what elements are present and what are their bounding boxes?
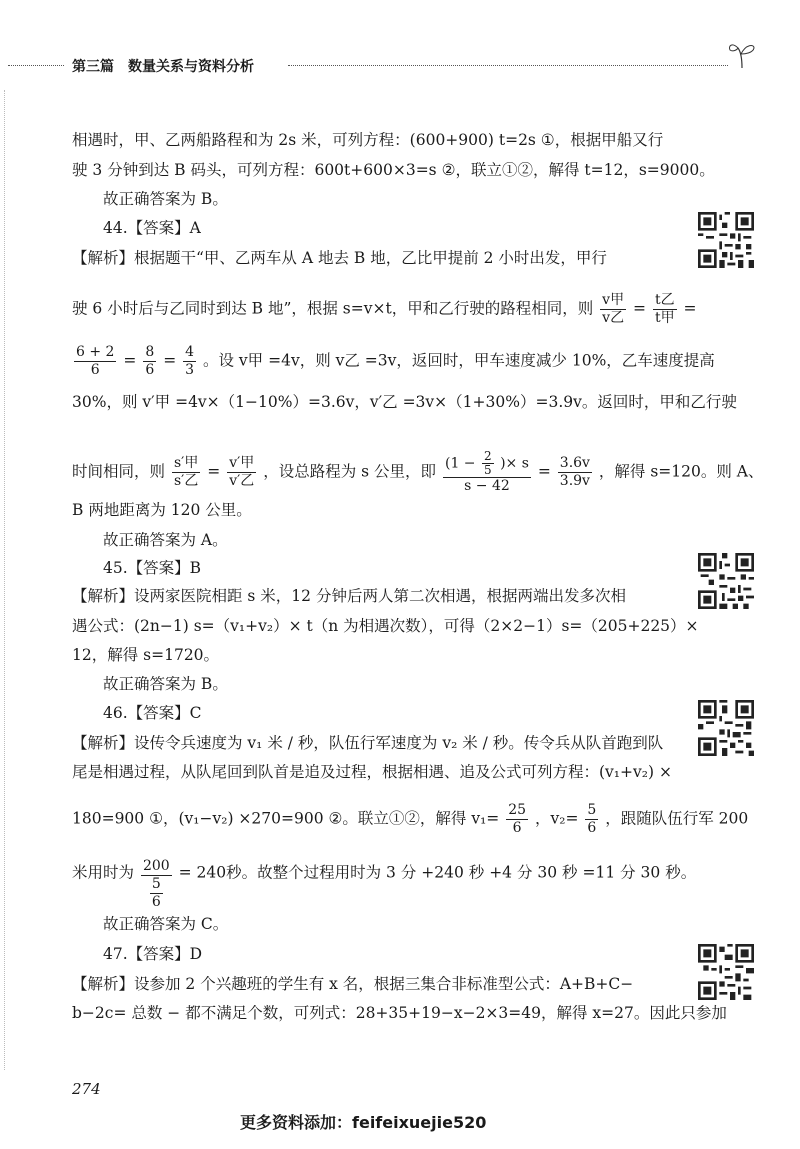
fraction-numerator: 4 — [185, 344, 195, 360]
fraction-denominator: 3.9v — [559, 473, 590, 489]
approx-sign: = — [163, 351, 177, 370]
fraction — [653, 292, 677, 327]
formula-line — [72, 858, 696, 911]
fraction-denominator: 6 — [587, 820, 597, 836]
text-span: = 240秒。故整个过程用时为 3 分 +240 秒 +4 分 30 秒 =11 分 30 秒。 — [178, 863, 697, 882]
footer-note: 更多资料添加：feifeixuejie520 — [240, 1113, 487, 1132]
fraction-denominator: t甲 — [654, 310, 675, 326]
fraction-numerator: 2 — [484, 449, 492, 463]
text-span: 驶 6 小时后与乙同时到达 B 地”，根据 s=v×t，甲和乙行驶的路程相同，则 — [72, 299, 594, 318]
text-line: 【解析】根据题干“甲、乙两车从 A 地去 B 地，乙比甲提前 2 小时出发，甲行 — [72, 249, 607, 267]
text-span: 180=900 ①，(v₁−v₂) ×270=900 ②。联立①②，解得 v₁= — [72, 809, 500, 828]
binding-margin — [4, 90, 7, 1070]
fraction-denominator: 5 — [484, 463, 492, 477]
text-line: 故正确答案为 C。 — [103, 915, 229, 933]
fraction-numerator: s′甲 — [173, 455, 199, 471]
text-line: 故正确答案为 B。 — [103, 675, 228, 693]
fraction — [558, 455, 592, 490]
text-line: 30%，则 v′甲 =4v×（1−10%）=3.6v，v′乙 =3v×（1+30%）=3.9v。返回时，甲和乙行驶 — [72, 393, 737, 411]
answer-heading: 45.【答案】B — [103, 559, 202, 577]
formula-line — [72, 802, 748, 837]
fraction — [183, 344, 196, 379]
fraction-denominator: 6 — [151, 894, 161, 910]
fraction-denominator: 6 — [90, 362, 100, 378]
fraction-denominator: 3 — [185, 362, 195, 378]
fraction-numerator — [443, 450, 531, 478]
text-line: 故正确答案为 A。 — [103, 531, 228, 549]
formula-line — [72, 292, 697, 327]
equals-sign: = — [683, 299, 697, 318]
compound-fraction — [443, 450, 531, 495]
fraction-denominator: 6 — [145, 362, 155, 378]
equals-sign: = — [633, 299, 647, 318]
fraction — [585, 802, 598, 837]
qr-code-icon — [698, 212, 754, 268]
text-line: 【解析】设传令兵速度为 v₁ 米 / 秒，队伍行军速度为 v₂ 米 / 秒。传令兵从队首跑到队 — [72, 734, 664, 752]
fraction — [143, 344, 156, 379]
text-line: 尾是相遇过程，从队尾回到队首是追及过程，根据相遇、追及公式可列方程：(v₁+v₂) × — [72, 763, 672, 781]
fraction-denominator: 6 — [512, 820, 522, 836]
equals-sign: = — [537, 462, 551, 481]
text-span: ，解得 s=120。则 A、 — [598, 462, 764, 481]
fraction — [74, 344, 116, 379]
fraction-denominator: s − 42 — [464, 478, 510, 494]
fraction-numerator: v′甲 — [229, 455, 255, 471]
fraction — [150, 876, 163, 911]
paren-close: )× s — [500, 455, 529, 472]
fraction-numerator: 5 — [587, 802, 597, 818]
leaf-icon — [724, 40, 760, 70]
text-line: 相遇时，甲、乙两船路程和为 2s 米，可列方程：(600+900) t=2s ①，根据甲船又行 — [72, 131, 664, 149]
fraction-numerator: t乙 — [654, 292, 675, 308]
fraction — [482, 450, 494, 477]
formula-line — [72, 344, 715, 379]
header-title: 第三篇 数量关系与资料分析 — [72, 59, 254, 75]
text-line: b−2c= 总数 − 都不满足个数，可列式：28+35+19−x−2×3=49，解得 x=27。因此只参加 — [72, 1004, 727, 1022]
page-number: 274 — [72, 1080, 101, 1098]
text-line: 驶 3 分钟到达 B 码头，可列方程：600t+600×3=s ②，联立①②，解得 t=12，s=9000。 — [72, 161, 715, 179]
qr-code-icon — [698, 700, 754, 756]
text-span: ，跟随队伍行军 200 — [605, 809, 749, 828]
fraction-denominator — [141, 876, 172, 911]
formula-line — [72, 450, 764, 495]
text-line: 遇公式：(2n−1) s=（v₁+v₂）× t（n 为相遇次数），可得（2×2−1）s=（205+225）× — [72, 617, 699, 635]
fraction — [172, 455, 200, 490]
qr-code-icon — [698, 553, 754, 609]
text-span: ，设总路程为 s 公里，即 — [263, 462, 437, 481]
header-divider-right — [288, 65, 728, 66]
paren-open: (1 − — [444, 455, 476, 472]
text-span: 。设 v甲 =4v，则 v乙 =3v，返回时，甲车速度减少 10%，乙车速度提高 — [202, 351, 715, 370]
fraction-numerator: 3.6v — [559, 455, 590, 471]
text-line: 故正确答案为 B。 — [103, 190, 228, 208]
fraction-denominator: v乙 — [602, 310, 625, 326]
text-line: 【解析】设参加 2 个兴趣班的学生有 x 名，根据三集合非标准型公式：A+B+C− — [72, 975, 634, 993]
page-header — [0, 54, 800, 78]
fraction — [600, 292, 626, 327]
answer-heading: 47.【答案】D — [103, 945, 203, 963]
fraction-numerator: 25 — [508, 802, 527, 818]
fraction — [506, 802, 528, 837]
text-line: B 两地距离为 120 公里。 — [72, 501, 252, 519]
qr-code-icon — [698, 944, 754, 1000]
fraction-denominator: s′乙 — [173, 473, 199, 489]
equals-sign: = — [123, 351, 137, 370]
fraction-numerator: 200 — [142, 858, 170, 874]
fraction-numerator: v甲 — [602, 292, 625, 308]
text-line: 【解析】设两家医院相距 s 米，12 分钟后两人第二次相遇，根据两端出发多次相 — [72, 587, 626, 605]
fraction-numerator: 8 — [145, 344, 155, 360]
answer-heading: 46.【答案】C — [103, 704, 202, 722]
text-line: 12，解得 s=1720。 — [72, 646, 220, 664]
text-span: 米用时为 — [72, 863, 135, 882]
equals-sign: = — [207, 462, 221, 481]
fraction-denominator: v′乙 — [229, 473, 255, 489]
header-divider-left — [8, 65, 64, 66]
answer-heading: 44.【答案】A — [103, 219, 201, 237]
text-span: ，v₂= — [534, 809, 579, 828]
fraction-numerator: 5 — [151, 876, 161, 892]
fraction-numerator: 6 + 2 — [76, 344, 115, 360]
text-span: 时间相同，则 — [72, 462, 166, 481]
fraction — [227, 455, 256, 490]
compound-fraction — [141, 858, 172, 911]
